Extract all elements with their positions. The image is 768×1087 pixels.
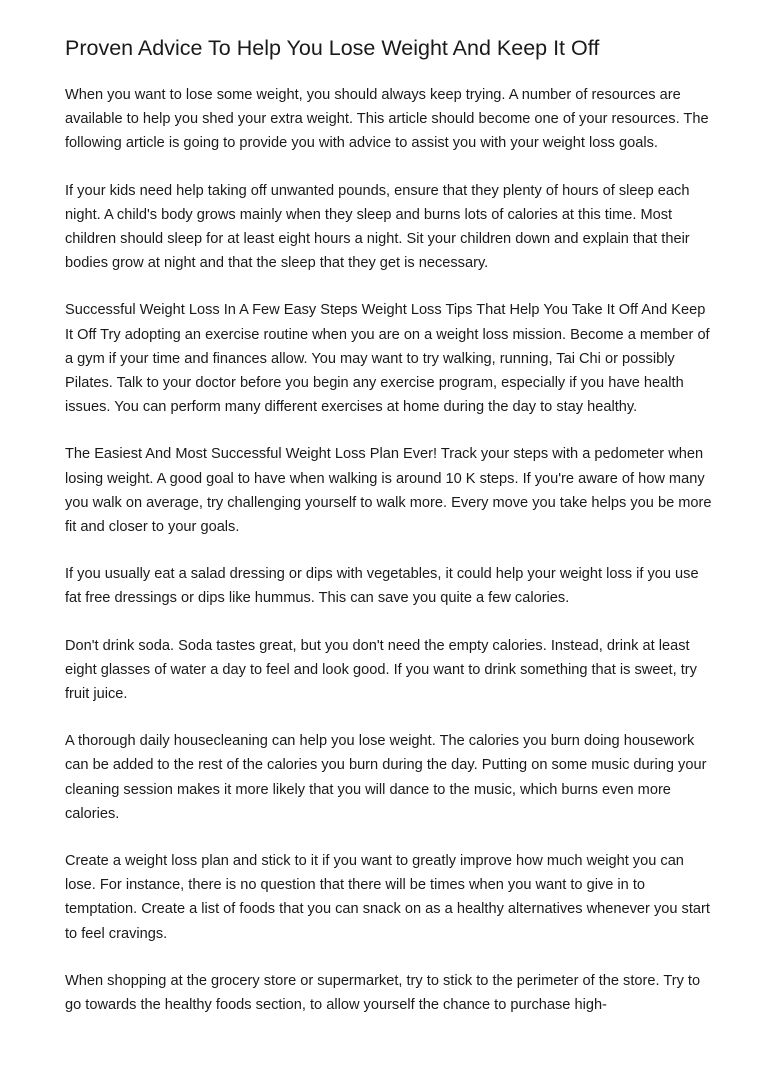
paragraph-4: The Easiest And Most Successful Weight Loss Plan Ever! Track your steps with a pedometer when losing weight. A good goal to have when walking is around 10 K steps. If you're aware of how many you walk on average, try challenging yourself to walk more. Every move you take helps you be more fit and closer to your goals.: [65, 446, 712, 536]
paragraph-7: A thorough daily housecleaning can help you lose weight. The calories you burn doing housework can be added to the rest of the calories you burn during the day. Putting on some music during your cleaning session makes it more likely that you will dance to the music, which burns even more calories.: [65, 733, 707, 822]
paragraph-5: If you usually eat a salad dressing or dips with vegetables, it could help your weight loss if you use fat free dressings or dips like hummus. This can save you quite a few calories.: [65, 566, 699, 607]
document-title: Proven Advice To Help You Lose Weight And Keep It Off: [65, 36, 600, 60]
paragraph-1: When you want to lose some weight, you should always keep trying. A number of resources are available to help you shed your extra weight. This article should become one of your resources. The following article is going to provide you with advice to assist you with your weight loss goals.: [65, 87, 709, 152]
paragraph-8: Create a weight loss plan and stick to it if you want to greatly improve how much weight you can lose. For instance, there is no question that there will be times when you want to give in to temptation. Create a list of foods that you can snack on as a healthy alternatives whenever you start to feel cravings.: [65, 853, 710, 942]
paragraph-3: Successful Weight Loss In A Few Easy Steps Weight Loss Tips That Help You Take It Off And Keep It Off Try adopting an exercise routine when you are on a weight loss mission. Become a member of a gym if your time and finances allow. You may want to try walking, running, Tai Chi or possibly Pilates. Talk to your doctor before you begin any exercise program, especially if you have health issues. You can perform many different exercises at home during the day to stay healthy.: [65, 302, 710, 416]
paragraph-9: When shopping at the grocery store or supermarket, try to stick to the perimeter of the store. Try to go towards the healthy foods section, to allow yourself the chance to purchase high-: [65, 972, 701, 1014]
paragraph-2: If your kids need help taking off unwanted pounds, ensure that they plenty of hours of sleep each night. A child's body grows mainly when they sleep and burns lots of calories at this time. Most children should sleep for at least eight hours a night. Sit your children down and explain that their bodies grow at night and that the sleep that they get is necessary.: [65, 182, 690, 272]
paragraph-6: Don't drink soda. Soda tastes great, but you don't need the empty calories. Instead, drink at least eight glasses of water a day to feel and look good. If you want to drink something that is sweet, try fruit juice.: [65, 637, 697, 703]
